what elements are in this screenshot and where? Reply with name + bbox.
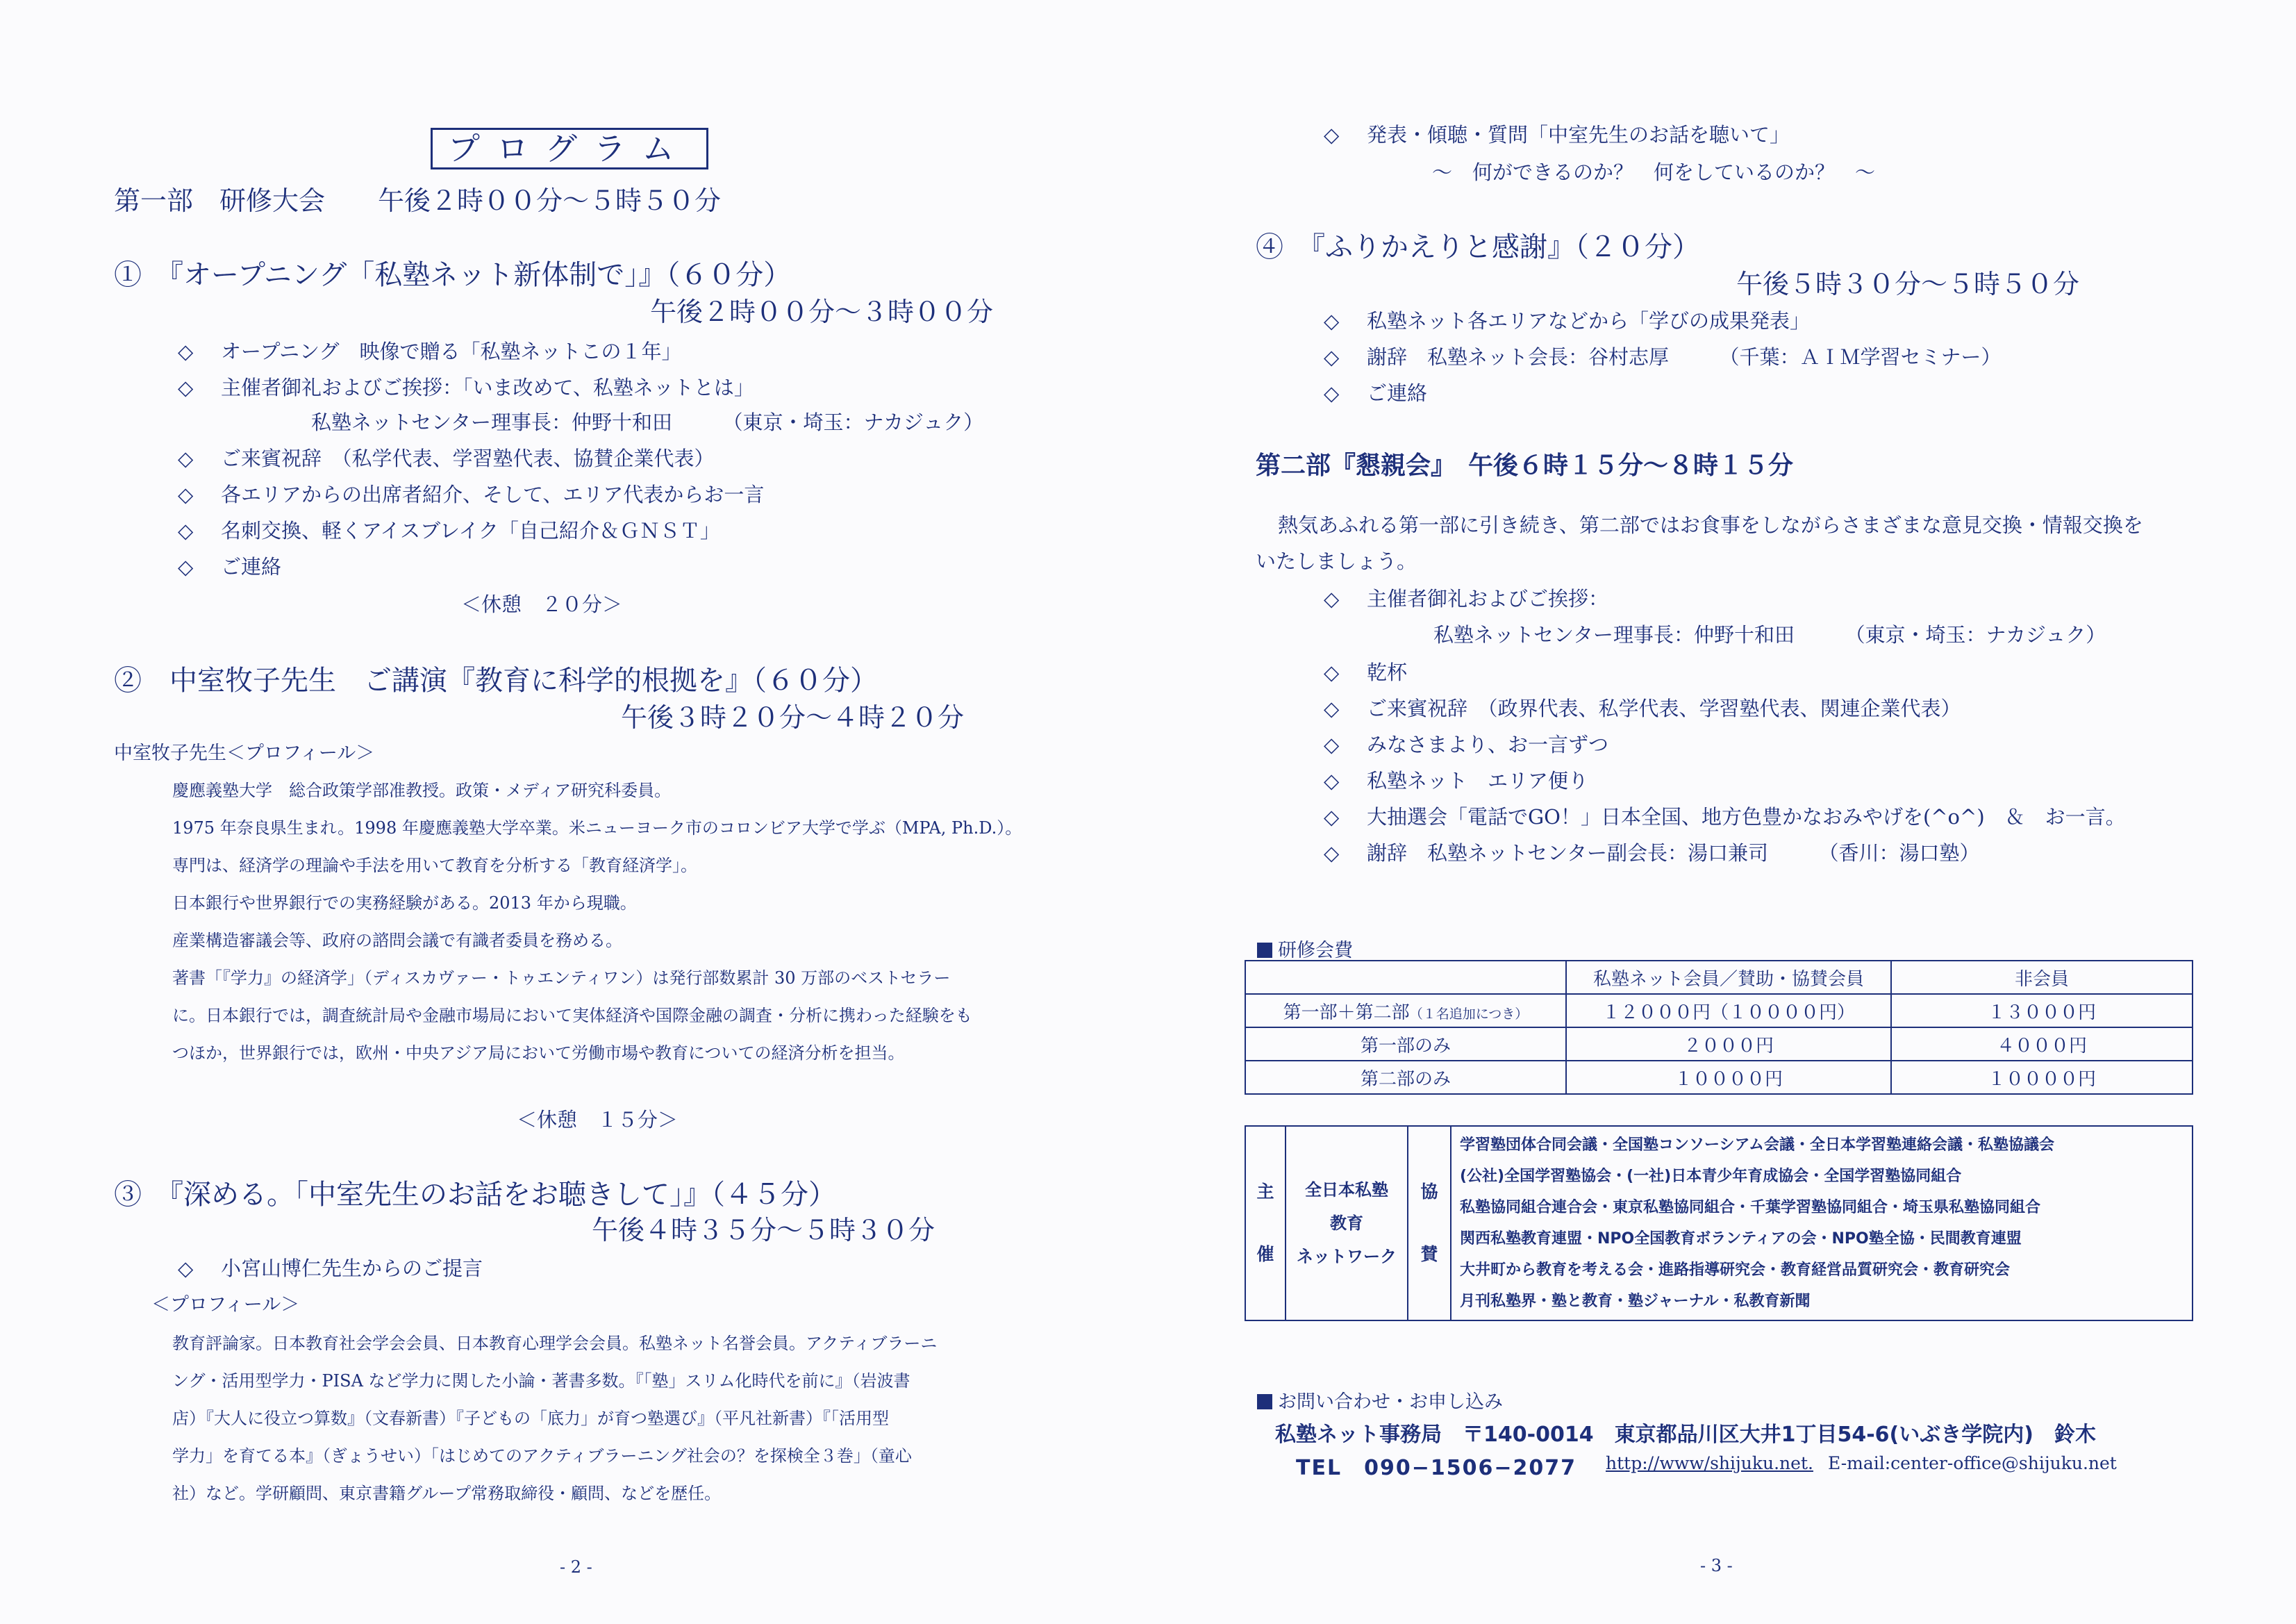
fee-nonmember: １００００円 [1891, 1061, 2193, 1094]
section3-title: ③ 『深める。「中室先生のお話をお聴きして」』（４５分） [114, 1179, 836, 1211]
fee-header-cell: 非会員 [1891, 961, 2193, 994]
organizer-row [1245, 1126, 2193, 1320]
s4-item-3: ◇ ご連絡 [1324, 381, 1428, 405]
section1-title: ① 『オープニング「私塾ネット新体制で」』（６０分） [114, 259, 792, 291]
fee-heading: 研修会費 [1257, 935, 1353, 962]
square-bullet-icon [1257, 943, 1272, 958]
sponsor-line: (公社)全国学習塾協会・(一社)日本青少年育成協会・全国学習塾協同組合 [1460, 1168, 1962, 1185]
s2-profile-line: つほか，世界銀行では，欧州・中央アジア局において労働市場や教育についての経済分析を担当。 [172, 1043, 905, 1063]
p2-speaker: 私塾ネットセンター理事長：仲野十和田 （東京・埼玉：ナカジュク） [1433, 623, 2106, 647]
diamond-icon: ◇ [1324, 769, 1340, 793]
s4-item-1: ◇ 私塾ネット各エリアなどから「学びの成果発表」 [1324, 309, 1811, 333]
sponsor-line: 関西私塾教育連盟・NPO全国教育ボランティアの会・NPO塾全協・民間教育連盟 [1460, 1230, 2022, 1248]
p2-item-3: ◇ ご来賓祝辞 （政界代表、私学代表、学習塾代表、関連企業代表） [1324, 697, 1961, 720]
s2-profile-heading: 中室牧子先生＜プロフィール＞ [114, 743, 375, 764]
part1-heading: 第一部 研修大会 午後２時００分～５時５０分 [114, 185, 722, 216]
diamond-icon: ◇ [1324, 841, 1340, 865]
p2-item-7: ◇ 謝辞 私塾ネットセンター副会長：湯口兼司 （香川：湯口塾） [1324, 841, 1980, 865]
diamond-icon: ◇ [1324, 381, 1340, 405]
host-name: 全日本私塾 教育 ネットワーク [1286, 1126, 1408, 1320]
diamond-icon: ◇ [178, 483, 194, 506]
section2-title: ② 中室牧子先生 ご講演『教育に科学的根拠を』（６０分） [114, 665, 878, 697]
section1-time: 午後２時００分～３時００分 [650, 297, 994, 327]
fee-header-cell: 私塾ネット会員／賛助・協賛会員 [1566, 961, 1891, 994]
break-2: ＜休憩 １５分＞ [517, 1108, 679, 1132]
s1-item-5: ◇ 名刺交換、軽くアイスブレイク「自己紹介＆ＧＮＳＴ」 [178, 519, 720, 542]
s1-item-6: ◇ ご連絡 [178, 555, 282, 579]
diamond-icon: ◇ [178, 1257, 194, 1280]
sponsor-list [1451, 1126, 2193, 1320]
p2-item-6: ◇ 大抽選会「電話でGO！」日本全国、地方色豊かなおみやげを(^o^) ＆ お一言。 [1324, 805, 2126, 829]
sponsor-line: 学習塾団体合同会議・全国塾コンソーシアム会議・全日本学習塾連絡会議・私塾協議会 [1460, 1136, 2055, 1154]
fee-row-label: 第一部＋第二部（１名追加につき） [1245, 994, 1566, 1027]
contact-address: 私塾ネット事務局 〒140-0014 東京都品川区大井1丁目54-6(いぶき学院内) 鈴木 [1275, 1423, 2096, 1447]
s3-profile-line: ング・活用型学力・PISA など学力に関した小論・著書多数。『「塾」スリム化時代を前に』（岩波書 [172, 1371, 910, 1391]
section2-time: 午後３時２０分～４時２０分 [621, 702, 965, 733]
section4-time: 午後５時３０分～５時５０分 [1736, 269, 2080, 299]
fee-header-cell [1245, 961, 1566, 994]
diamond-icon: ◇ [178, 340, 194, 363]
p2-item-4: ◇ みなさまより、お一言ずつ [1324, 733, 1609, 756]
s2-profile-line: 日本銀行や世界銀行での実務経験がある。2013 年から現職。 [172, 893, 637, 913]
s3-profile-line: 学力」を育てる本』（ぎょうせい）「はじめてのアクティブラーニング社会の？を探検全３巻」（童心 [172, 1446, 912, 1466]
fee-row [1245, 1061, 2193, 1094]
s3-profile-line: 社）など。学研顧問、東京書籍グループ常務取締役・顧問、などを歴任。 [172, 1484, 722, 1503]
fee-table [1245, 960, 2193, 1095]
fee-row-label: 第二部のみ [1245, 1061, 1566, 1094]
diamond-icon: ◇ [178, 519, 194, 542]
fee-header-row [1245, 961, 2193, 994]
s1-item-1: ◇ オープニング 映像で贈る「私塾ネットこの１年」 [178, 340, 682, 363]
sponsor-line: 月刊私塾界・塾と教育・塾ジャーナル・私教育新聞 [1460, 1293, 1811, 1310]
p2-item-2: ◇ 乾杯 [1324, 661, 1408, 684]
fee-member: ２０００円 [1566, 1027, 1891, 1061]
s1-item-3: ◇ ご来賓祝辞 （私学代表、学習塾代表、協賛企業代表） [178, 447, 715, 470]
p2-item-1: ◇ 主催者御礼およびご挨拶： [1324, 587, 1609, 611]
host-label: 主 催 [1245, 1126, 1286, 1320]
sponsor-line: 大井町から教育を考える会・進路指導研究会・教育経営品質研究会・教育研究会 [1460, 1261, 2011, 1279]
sponsor-line: 私塾協同組合連合会・東京私塾協同組合・千葉学習塾協同組合・埼玉県私塾協同組合 [1460, 1199, 2041, 1216]
diamond-icon: ◇ [1324, 805, 1340, 829]
s3-profile-line: 店）『大人に役立つ算数』（文春新書）『子どもの「底力」が育つ塾選び』（平凡社新書）『「活用型 [172, 1409, 889, 1428]
p2-item-5: ◇ 私塾ネット エリア便り [1324, 769, 1589, 793]
fee-member: １００００円 [1566, 1061, 1891, 1094]
diamond-icon: ◇ [1324, 661, 1340, 684]
s1-item-2: ◇ 主催者御礼およびご挨拶：「いま改めて、私塾ネットとは」 [178, 376, 754, 399]
diamond-icon: ◇ [1324, 123, 1340, 147]
part2-intro-1: 熱気あふれる第一部に引き続き、第二部ではお食事をしながらさまざまな意見交換・情報交換を [1278, 513, 2143, 537]
fee-member: １２０００円（１００００円） [1566, 994, 1891, 1027]
diamond-icon: ◇ [1324, 697, 1340, 720]
s3-item: ◇ 小宮山博仁先生からのご提言 [178, 1257, 483, 1280]
top-subtitle: ～ 何ができるのか？ 何をしているのか？ ～ [1432, 160, 1876, 184]
s2-profile-line: 慶應義塾大学 総合政策学部准教授。政策・メディア研究科委員。 [172, 781, 672, 800]
break-1: ＜休憩 ２０分＞ [461, 593, 623, 616]
program-title: プログラム [431, 128, 708, 169]
program-title-box [431, 124, 708, 169]
sponsor-label: 協 賛 [1408, 1126, 1451, 1320]
contact-tel: TEL 090−1506−2077 [1296, 1456, 1577, 1480]
part2-heading: 第二部『懇親会』 午後６時１５分～８時１５分 [1256, 451, 1794, 480]
page-number-right: - 3 - [1700, 1556, 1733, 1575]
diamond-icon: ◇ [1324, 587, 1340, 611]
diamond-icon: ◇ [178, 376, 194, 399]
s2-profile-line: 著書「『学力』の経済学」（ディスカヴァー・トゥエンティワン）は発行部数累計 30 万部のベストセラー [172, 968, 951, 988]
s1-item-4: ◇ 各エリアからの出席者紹介、そして、エリア代表からお一言 [178, 483, 765, 506]
diamond-icon: ◇ [1324, 345, 1340, 369]
fee-nonmember: ４０００円 [1891, 1027, 2193, 1061]
diamond-icon: ◇ [178, 447, 194, 470]
fee-row [1245, 994, 2193, 1027]
s4-item-2: ◇ 謝辞 私塾ネット会長：谷村志厚 （千葉：ＡＩＭ学習セミナー） [1324, 345, 2002, 369]
contact-email: E-mail:center-office@shijuku.net [1828, 1453, 2117, 1473]
fee-row [1245, 1027, 2193, 1061]
s2-profile-line: 1975 年奈良県生まれ。1998 年慶應義塾大学卒業。米ニューヨーク市のコロンビア大学で学ぶ（MPA, Ph.D.）。 [172, 818, 1022, 838]
s1-speaker: 私塾ネットセンター理事長：仲野十和田 （東京・埼玉：ナカジュク） [311, 411, 984, 434]
section4-title: ④ 『ふりかえりと感謝』（２０分） [1256, 231, 1700, 263]
diamond-icon: ◇ [1324, 309, 1340, 333]
square-bullet-icon [1257, 1394, 1272, 1409]
s2-profile-line: 専門は、経済学の理論や手法を用いて教育を分析する「教育経済学」。 [172, 856, 697, 875]
page-number-left: - 2 - [560, 1557, 592, 1577]
diamond-icon: ◇ [1324, 733, 1340, 756]
fee-nonmember: １３０００円 [1891, 994, 2193, 1027]
contact-heading: お問い合わせ・お申し込み [1257, 1386, 1503, 1414]
contact-url-link[interactable]: http://www/shijuku.net. [1606, 1453, 1813, 1473]
fee-row-label: 第一部のみ [1245, 1027, 1566, 1061]
s3-profile-heading: ＜プロフィール＞ [151, 1294, 300, 1316]
top-item: ◇ 発表・傾聴・質問「中室先生のお話を聴いて」 [1324, 123, 1790, 147]
s2-profile-line: に。日本銀行では，調査統計局や金融市場局において実体経済や国際金融の調査・分析に携わった経験をも [172, 1006, 972, 1025]
s3-profile-line: 教育評論家。日本教育社会学会会員、日本教育心理学会会員。私塾ネット名誉会員。アクティブラーニ [172, 1334, 938, 1353]
diamond-icon: ◇ [178, 555, 194, 579]
part2-intro-2: いたしましょう。 [1256, 549, 1417, 573]
s2-profile-line: 産業構造審議会等、政府の諮問会議で有識者委員を務める。 [172, 931, 622, 950]
section3-time: 午後４時３５分～５時３０分 [592, 1215, 935, 1245]
organizer-table [1245, 1125, 2193, 1321]
